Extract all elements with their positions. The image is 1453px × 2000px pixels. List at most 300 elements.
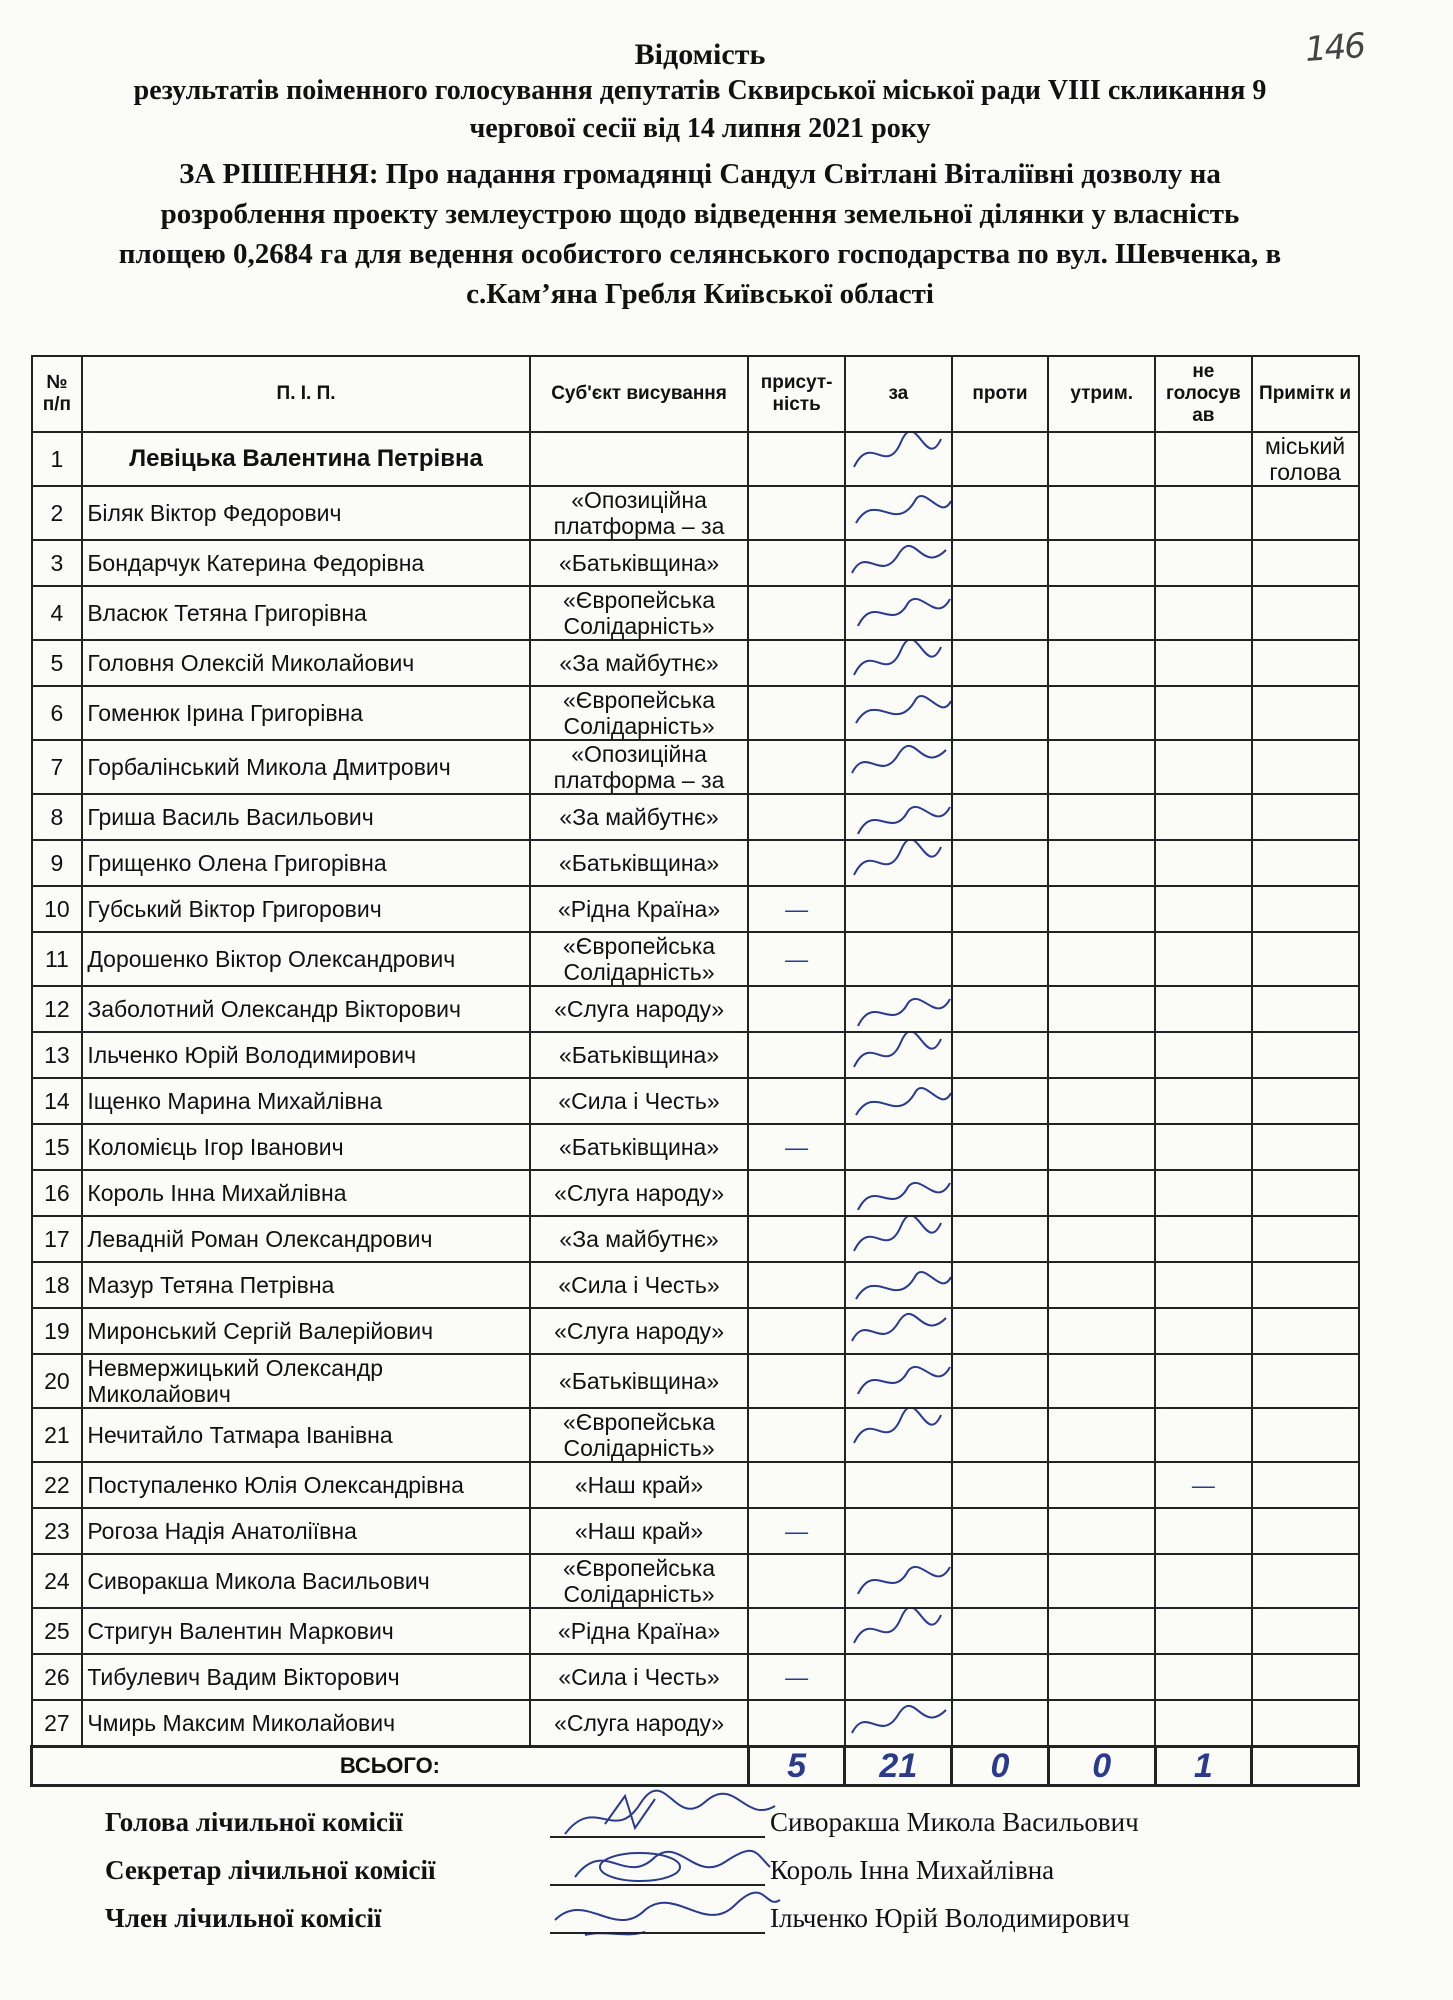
abstain-cell (1048, 1700, 1155, 1747)
signature-image (846, 432, 952, 485)
deputy-name: Ільченко Юрій Володимирович (82, 1032, 529, 1078)
row-number: 7 (32, 740, 83, 794)
table-row (32, 432, 1359, 486)
nominating-party (530, 432, 749, 486)
against-cell (952, 586, 1049, 640)
not-voted-cell (1155, 886, 1252, 932)
decision-line3: площею 0,2684 га для ведення особистого селянського господарства по вул. Шевченка, в (118, 238, 1282, 270)
against-cell (952, 886, 1049, 932)
row-number: 25 (32, 1608, 83, 1654)
deputy-name: Миронський Сергій Валерійович (82, 1308, 529, 1354)
row-number: 11 (32, 932, 83, 986)
against-cell (952, 1700, 1049, 1747)
table-row (32, 1262, 1359, 1308)
not-voted-cell (1155, 1262, 1252, 1308)
deputy-name: Сиворакша Микола Васильович (82, 1554, 529, 1608)
present-cell (748, 1216, 845, 1262)
table-row (32, 540, 1359, 586)
row-number: 19 (32, 1308, 83, 1354)
signature-image (846, 686, 952, 739)
note-cell (1252, 932, 1359, 986)
nominating-party: «Опозиційна платформа – за (530, 740, 749, 794)
not-voted-cell (1155, 1124, 1252, 1170)
total-abstain: 0 (1048, 1747, 1155, 1786)
signature-image (846, 1608, 952, 1654)
note-cell (1252, 1554, 1359, 1608)
signature-image (846, 840, 952, 886)
signature-image (846, 740, 952, 793)
signature-image (846, 1032, 952, 1078)
col-header-for: за (845, 356, 952, 432)
abstain-cell (1048, 1608, 1155, 1654)
abstain-cell (1048, 686, 1155, 740)
for-cell (845, 586, 952, 640)
present-cell (748, 794, 845, 840)
not-voted-cell (1155, 1508, 1252, 1554)
table-row (32, 1170, 1359, 1216)
for-cell (845, 486, 952, 540)
against-cell (952, 1554, 1049, 1608)
table-row (32, 840, 1359, 886)
for-cell (845, 794, 952, 840)
for-cell (845, 640, 952, 686)
note-cell (1252, 1654, 1359, 1700)
present-cell (748, 540, 845, 586)
not-voted-cell (1155, 986, 1252, 1032)
nominating-party: «Слуга народу» (530, 1170, 749, 1216)
table-header-row (32, 356, 1359, 432)
nominating-party: «Опозиційна платформа – за (530, 486, 749, 540)
deputy-name: Гоменюк Ірина Григорівна (82, 686, 529, 740)
deputy-name: Коломієць Ігор Іванович (82, 1124, 529, 1170)
note-cell (1252, 586, 1359, 640)
deputy-name: Стригун Валентин Маркович (82, 1608, 529, 1654)
for-cell (845, 1408, 952, 1462)
nominating-party: «За майбутнє» (530, 640, 749, 686)
table-row (32, 486, 1359, 540)
row-number: 2 (32, 486, 83, 540)
deputy-name: Король Інна Михайлівна (82, 1170, 529, 1216)
deputy-name: Рогоза Надія Анатоліївна (82, 1508, 529, 1554)
nominating-party: «Сила і Честь» (530, 1078, 749, 1124)
table-row (32, 1308, 1359, 1354)
table-row (32, 1032, 1359, 1078)
not-voted-cell (1155, 1654, 1252, 1700)
abstain-cell (1048, 1408, 1155, 1462)
decision-line2: розроблення проекту землеустрою щодо відведення земельної ділянки у власність (160, 198, 1240, 230)
note-cell (1252, 840, 1359, 886)
present-cell (748, 1354, 845, 1408)
row-number: 14 (32, 1078, 83, 1124)
abstain-cell (1048, 432, 1155, 486)
row-number: 13 (32, 1032, 83, 1078)
nominating-party: «За майбутнє» (530, 794, 749, 840)
for-cell (845, 886, 952, 932)
not-voted-cell (1155, 840, 1252, 886)
nominating-party: «Європейська Солідарність» (530, 1408, 749, 1462)
note-cell (1252, 1308, 1359, 1354)
not-voted-cell (1155, 1170, 1252, 1216)
table-row (32, 1216, 1359, 1262)
abstain-cell (1048, 986, 1155, 1032)
present-cell (748, 1408, 845, 1462)
document-header (30, 38, 1370, 314)
abstain-cell (1048, 1262, 1155, 1308)
for-cell (845, 432, 952, 486)
col-header-against: проти (952, 356, 1049, 432)
table-row (32, 986, 1359, 1032)
nominating-party: «Рідна Країна» (530, 1608, 749, 1654)
present-cell (748, 1170, 845, 1216)
note-cell (1252, 1608, 1359, 1654)
for-cell (845, 1124, 952, 1170)
table-row (32, 1554, 1359, 1608)
note-cell (1252, 794, 1359, 840)
total-for: 21 (845, 1747, 952, 1786)
commission-role: Голова лічильної комісії (105, 1807, 403, 1837)
deputy-name: Біляк Віктор Федорович (82, 486, 529, 540)
table-row (32, 886, 1359, 932)
for-cell (845, 1078, 952, 1124)
commission-person: Ільченко Юрій Володимирович (770, 1903, 1130, 1933)
abstain-cell (1048, 1170, 1155, 1216)
row-number: 24 (32, 1554, 83, 1608)
row-number: 6 (32, 686, 83, 740)
against-cell (952, 1124, 1049, 1170)
table-row (32, 932, 1359, 986)
not-voted-cell (1155, 1308, 1252, 1354)
deputy-name: Іщенко Марина Михайлівна (82, 1078, 529, 1124)
deputy-name: Головня Олексій Миколайович (82, 640, 529, 686)
signature-image (846, 1078, 952, 1124)
against-cell (952, 1354, 1049, 1408)
deputy-name: Заболотний Олександр Вікторович (82, 986, 529, 1032)
row-number: 16 (32, 1170, 83, 1216)
deputy-name: Нечитайло Татмара Іванівна (82, 1408, 529, 1462)
against-cell (952, 1032, 1049, 1078)
table-row (32, 1124, 1359, 1170)
note-cell: міський голова (1252, 432, 1359, 486)
abstain-cell (1048, 1124, 1155, 1170)
col-header-note: Примітк и (1252, 356, 1359, 432)
note-cell (1252, 1462, 1359, 1508)
against-cell (952, 1508, 1049, 1554)
for-cell (845, 740, 952, 794)
signature-image (846, 1308, 952, 1354)
commission-role: Секретар лічильної комісії (105, 1855, 436, 1885)
abstain-cell (1048, 1508, 1155, 1554)
commission-role: Член лічильної комісії (105, 1903, 382, 1933)
for-cell (845, 540, 952, 586)
note-cell (1252, 986, 1359, 1032)
against-cell (952, 1170, 1049, 1216)
against-cell (952, 486, 1049, 540)
present-cell (748, 740, 845, 794)
not-voted-cell (1155, 486, 1252, 540)
against-cell (952, 1408, 1049, 1462)
col-header-abstain: утрим. (1048, 356, 1155, 432)
present-cell: — (748, 1508, 845, 1554)
abstain-cell (1048, 1554, 1155, 1608)
note-cell (1252, 886, 1359, 932)
present-cell: — (748, 1124, 845, 1170)
not-voted-cell (1155, 740, 1252, 794)
signature-image (846, 1170, 952, 1216)
for-cell (845, 1032, 952, 1078)
signature-line (550, 1932, 765, 1934)
against-cell (952, 1308, 1049, 1354)
voting-table (30, 355, 1360, 1787)
table-row (32, 686, 1359, 740)
for-cell (845, 986, 952, 1032)
commission-person: Сиворакша Микола Васильович (770, 1807, 1139, 1837)
nominating-party: «Сила і Честь» (530, 1654, 749, 1700)
for-cell (845, 1170, 952, 1216)
present-cell (748, 686, 845, 740)
deputy-name: Левіцька Валентина Петрівна (82, 432, 529, 486)
table-row (32, 1654, 1359, 1700)
nominating-party: «Батьківщина» (530, 840, 749, 886)
nominating-party: «Сила і Честь» (530, 1262, 749, 1308)
total-note (1252, 1747, 1359, 1786)
total-not-voted: 1 (1155, 1747, 1252, 1786)
col-header-num: № п/п (32, 356, 83, 432)
deputy-name: Левадній Роман Олександрович (82, 1216, 529, 1262)
row-number: 20 (32, 1354, 83, 1408)
total-label: ВСЬОГО: (32, 1747, 749, 1786)
note-cell (1252, 1078, 1359, 1124)
not-voted-cell (1155, 1354, 1252, 1408)
abstain-cell (1048, 1654, 1155, 1700)
abstain-cell (1048, 1354, 1155, 1408)
signature-image (846, 1408, 952, 1461)
present-cell (748, 840, 845, 886)
row-number: 18 (32, 1262, 83, 1308)
table-row (32, 1508, 1359, 1554)
table-row (32, 1462, 1359, 1508)
deputy-name: Дорошенко Віктор Олександрович (82, 932, 529, 986)
deputy-name: Тибулевич Вадим Вікторович (82, 1654, 529, 1700)
row-number: 22 (32, 1462, 83, 1508)
nominating-party: «Європейська Солідарність» (530, 1554, 749, 1608)
deputy-name: Грищенко Олена Григорівна (82, 840, 529, 886)
row-number: 17 (32, 1216, 83, 1262)
deputy-name: Губський Віктор Григорович (82, 886, 529, 932)
row-number: 23 (32, 1508, 83, 1554)
decision-text (30, 154, 1370, 314)
page-number: 146 (1303, 25, 1366, 71)
against-cell (952, 686, 1049, 740)
note-cell (1252, 1170, 1359, 1216)
deputy-name: Власюк Тетяна Григорівна (82, 586, 529, 640)
note-cell (1252, 1354, 1359, 1408)
abstain-cell (1048, 1462, 1155, 1508)
row-number: 9 (32, 840, 83, 886)
against-cell (952, 1078, 1049, 1124)
table-row (32, 740, 1359, 794)
abstain-cell (1048, 886, 1155, 932)
row-number: 12 (32, 986, 83, 1032)
nominating-party: «Європейська Солідарність» (530, 586, 749, 640)
against-cell (952, 1462, 1049, 1508)
abstain-cell (1048, 740, 1155, 794)
not-voted-cell (1155, 1032, 1252, 1078)
col-header-present: присут-ність (748, 356, 845, 432)
not-voted-cell (1155, 1078, 1252, 1124)
present-cell (748, 432, 845, 486)
abstain-cell (1048, 1308, 1155, 1354)
abstain-cell (1048, 586, 1155, 640)
decision-line1: ЗА РІШЕННЯ: Про надання громадянці Сандул Світлані Віталіївні дозволу на (179, 158, 1221, 190)
not-voted-cell (1155, 686, 1252, 740)
for-cell (845, 932, 952, 986)
nominating-party: «Наш край» (530, 1508, 749, 1554)
deputy-name: Гриша Василь Васильович (82, 794, 529, 840)
note-cell (1252, 1408, 1359, 1462)
not-voted-cell (1155, 640, 1252, 686)
against-cell (952, 640, 1049, 686)
signature-image (846, 1262, 952, 1308)
against-cell (952, 1654, 1049, 1700)
row-number: 15 (32, 1124, 83, 1170)
table-row (32, 1078, 1359, 1124)
present-cell (748, 1308, 845, 1354)
note-cell (1252, 1032, 1359, 1078)
against-cell (952, 1216, 1049, 1262)
counting-commission (105, 1798, 1255, 1942)
present-cell (748, 986, 845, 1032)
table-row (32, 640, 1359, 686)
against-cell (952, 1262, 1049, 1308)
deputy-name: Бондарчук Катерина Федорівна (82, 540, 529, 586)
for-cell (845, 1700, 952, 1747)
signature-image (846, 986, 952, 1032)
deputy-name: Чмирь Максим Миколайович (82, 1700, 529, 1747)
for-cell (845, 840, 952, 886)
nominating-party: «Батьківщина» (530, 1124, 749, 1170)
abstain-cell (1048, 840, 1155, 886)
signature-image (846, 1216, 952, 1262)
deputy-name: Горбалінський Микола Дмитрович (82, 740, 529, 794)
abstain-cell (1048, 640, 1155, 686)
nominating-party: «Європейська Солідарність» (530, 686, 749, 740)
not-voted-cell (1155, 1408, 1252, 1462)
note-cell (1252, 686, 1359, 740)
nominating-party: «Слуга народу» (530, 1308, 749, 1354)
nominating-party: «Слуга народу» (530, 1700, 749, 1747)
deputy-name: Невмержицький Олександр Миколайович (82, 1354, 529, 1408)
nominating-party: «За майбутнє» (530, 1216, 749, 1262)
for-cell (845, 1654, 952, 1700)
for-cell (845, 1216, 952, 1262)
note-cell (1252, 640, 1359, 686)
abstain-cell (1048, 1032, 1155, 1078)
signature-image (846, 794, 952, 840)
nominating-party: «Наш край» (530, 1462, 749, 1508)
present-cell (748, 1554, 845, 1608)
not-voted-cell (1155, 540, 1252, 586)
note-cell (1252, 1216, 1359, 1262)
table-row (32, 1700, 1359, 1747)
for-cell (845, 1554, 952, 1608)
against-cell (952, 794, 1049, 840)
present-cell: — (748, 932, 845, 986)
against-cell (952, 986, 1049, 1032)
note-cell (1252, 1508, 1359, 1554)
abstain-cell (1048, 540, 1155, 586)
signature-image (846, 1700, 952, 1747)
note-cell (1252, 1262, 1359, 1308)
col-header-name: П. І. П. (82, 356, 529, 432)
against-cell (952, 932, 1049, 986)
for-cell (845, 1508, 952, 1554)
for-cell (845, 1462, 952, 1508)
row-number: 8 (32, 794, 83, 840)
against-cell (952, 432, 1049, 486)
nominating-party: «Батьківщина» (530, 540, 749, 586)
signature-image (545, 1880, 785, 1944)
abstain-cell (1048, 932, 1155, 986)
table-row (32, 1408, 1359, 1462)
for-cell (845, 1308, 952, 1354)
document-title: Відомість (634, 38, 766, 71)
not-voted-cell (1155, 432, 1252, 486)
not-voted-cell (1155, 1700, 1252, 1747)
for-cell (845, 1262, 952, 1308)
for-cell (845, 1608, 952, 1654)
table-row (32, 586, 1359, 640)
present-cell (748, 586, 845, 640)
col-header-party: Суб'єкт висування (530, 356, 749, 432)
note-cell (1252, 1700, 1359, 1747)
nominating-party: «Слуга народу» (530, 986, 749, 1032)
nominating-party: «Батьківщина» (530, 1032, 749, 1078)
row-number: 26 (32, 1654, 83, 1700)
row-number: 21 (32, 1408, 83, 1462)
abstain-cell (1048, 1216, 1155, 1262)
document-subtitle-line2: чергової сесії від 14 липня 2021 року (469, 113, 931, 144)
document-subtitle-line1: результатів поіменного голосування депутатів Сквирської міської ради VIII скликання 9 (133, 75, 1267, 106)
row-number: 3 (32, 540, 83, 586)
present-cell (748, 1078, 845, 1124)
present-cell (748, 1462, 845, 1508)
present-cell (748, 1700, 845, 1747)
nominating-party: «Батьківщина» (530, 1354, 749, 1408)
col-header-not-voted: не голосув ав (1155, 356, 1252, 432)
for-cell (845, 1354, 952, 1408)
present-cell (748, 486, 845, 540)
signature-image (846, 640, 952, 686)
not-voted-cell (1155, 1608, 1252, 1654)
not-voted-cell (1155, 586, 1252, 640)
note-cell (1252, 486, 1359, 540)
total-against: 0 (952, 1747, 1049, 1786)
row-number: 4 (32, 586, 83, 640)
not-voted-cell (1155, 932, 1252, 986)
not-voted-cell (1155, 794, 1252, 840)
nominating-party: «Європейська Солідарність» (530, 932, 749, 986)
signature-image (846, 1354, 952, 1407)
against-cell (952, 740, 1049, 794)
note-cell (1252, 540, 1359, 586)
abstain-cell (1048, 794, 1155, 840)
total-present: 5 (748, 1747, 845, 1786)
total-row (32, 1747, 1359, 1786)
decision-line4: с.Кам’яна Гребля Київської області (466, 278, 934, 310)
signature-image (846, 586, 952, 639)
nominating-party: «Рідна Країна» (530, 886, 749, 932)
row-number: 10 (32, 886, 83, 932)
